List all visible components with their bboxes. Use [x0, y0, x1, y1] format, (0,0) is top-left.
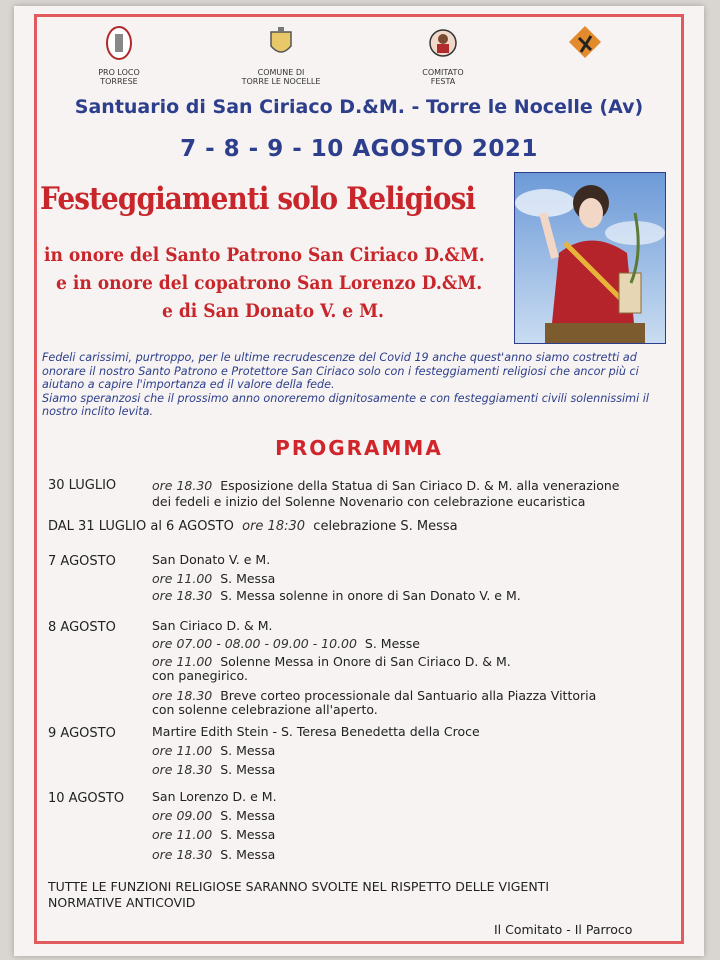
schedule-row — [152, 743, 275, 758]
intro-paragraph-2: Siamo speranzosi che il prossimo anno onoreremo dignitosamente e con festeggiamenti civili solennissimi il nostro inclito levita. — [42, 391, 649, 418]
day-date: 9 AGOSTO — [48, 726, 116, 741]
main-title: Festeggiamenti solo Religiosi — [40, 181, 476, 217]
time: ore 18.30 — [152, 762, 213, 777]
event-text: S. Messa — [220, 847, 276, 862]
schedule-row — [152, 478, 620, 493]
logo-text: COMUNE DI — [257, 68, 305, 77]
programma-heading: PROGRAMMA — [275, 436, 443, 460]
saint-name: Martire Edith Stein - S. Teresa Benedetta della Croce — [152, 724, 480, 739]
logo-comune — [226, 26, 336, 86]
footer-line: TUTTE LE FUNZIONI RELIGIOSE SARANNO SVOLTE NEL RISPETTO DELLE VIGENTI — [48, 879, 550, 894]
sanctuary-header: Santuario di San Ciriaco D.&M. - Torre le Nocelle (Av) — [74, 96, 644, 118]
logo-text: FESTA — [430, 77, 456, 86]
event-text: dei fedeli e inizio del Solenne Novenario con celebrazione eucaristica — [152, 494, 586, 509]
event-text: S. Messa — [220, 743, 276, 758]
time: ore 11.00 — [152, 654, 213, 669]
event-text: Breve corteo processionale dal Santuario alla Piazza Vittoria — [220, 688, 597, 703]
event-text: Solenne Messa in Onore di San Ciriaco D. & M. — [220, 654, 511, 669]
poster — [14, 6, 704, 956]
event-text: S. Messe — [364, 636, 420, 651]
time: ore 18.30 — [152, 478, 213, 493]
saint-statue-photo — [514, 172, 666, 344]
event-text: celebrazione S. Messa — [313, 519, 458, 534]
statue-illustration — [515, 173, 665, 343]
subtitle-line-3: e di San Donato V. e M. — [162, 300, 384, 322]
event-dates: 7 - 8 - 9 - 10 AGOSTO 2021 — [180, 136, 538, 162]
day-date: 10 AGOSTO — [48, 791, 125, 806]
footer-notice — [48, 879, 668, 911]
saint-name: San Ciriaco D. & M. — [152, 618, 273, 633]
time: ore 09.00 — [152, 808, 213, 823]
day-date: 30 LUGLIO — [48, 478, 117, 493]
event-text: S. Messa — [220, 808, 276, 823]
schedule-row — [152, 762, 275, 777]
subtitle-line-2: e in onore del copatrono San Lorenzo D.&M. — [56, 272, 483, 294]
logo-comitato — [388, 26, 498, 86]
intro-paragraph-1: Fedeli carissimi, purtroppo, per le ultime recrudescenze del Covid 19 anche quest'anno siamo costretti ad onorare il nostro Santo Patrono e Protettore San Ciriaco solo con i festeggiamenti religiosi che ancor più ci aiutano a capire l'importanza ed il valore della fede. — [42, 351, 639, 391]
intro-text — [42, 351, 682, 419]
logo-text: PRO LOCO — [98, 68, 140, 77]
saint-name: San Donato V. e M. — [152, 552, 271, 567]
time: ore 18:30 — [242, 519, 306, 534]
schedule-row — [152, 827, 275, 842]
saint-name: San Lorenzo D. e M. — [152, 789, 277, 804]
day-date: 8 AGOSTO — [48, 620, 116, 635]
event-text: con panegirico. — [152, 668, 248, 683]
event-text: S. Messa — [220, 762, 276, 777]
schedule-row — [152, 588, 521, 603]
event-text: S. Messa solenne in onore di San Donato V. e M. — [220, 588, 521, 603]
event-text: S. Messa — [220, 827, 276, 842]
time: ore 18.30 — [152, 588, 213, 603]
event-text: con solenne celebrazione all'aperto. — [152, 702, 378, 717]
logo-text: TORRESE — [100, 77, 138, 86]
schedule-row — [152, 688, 596, 703]
logo-group — [530, 24, 640, 76]
time: ore 11.00 — [152, 827, 213, 842]
schedule-row — [152, 636, 420, 651]
time: ore 18.30 — [152, 688, 213, 703]
signature: Il Comitato - Il Parroco — [494, 922, 633, 937]
group-logo-icon — [565, 24, 605, 68]
schedule-row — [152, 808, 275, 823]
logo-pro-loco — [64, 26, 174, 86]
event-text: S. Messa — [220, 571, 276, 586]
event-text: Esposizione della Statua di San Ciriaco D. & M. alla venerazione — [220, 478, 620, 493]
day-date: 7 AGOSTO — [48, 554, 116, 569]
saint-medallion-icon — [429, 26, 457, 60]
tower-icon — [105, 26, 133, 60]
coat-of-arms-icon — [267, 26, 295, 60]
time: ore 07.00 - 08.00 - 09.00 - 10.00 — [152, 636, 357, 651]
schedule-row — [152, 654, 511, 669]
time: ore 11.00 — [152, 743, 213, 758]
schedule-row — [152, 847, 275, 862]
logo-text: TORRE LE NOCELLE — [241, 77, 321, 86]
schedule-row — [48, 519, 458, 534]
time: ore 11.00 — [152, 571, 213, 586]
day-date: DAL 31 LUGLIO al 6 AGOSTO — [48, 519, 234, 534]
logo-text: COMITATO — [422, 68, 464, 77]
schedule-row — [152, 571, 275, 586]
subtitle-line-1: in onore del Santo Patrono San Ciriaco D.&M. — [44, 244, 485, 266]
footer-line: NORMATIVE ANTICOVID — [48, 895, 196, 910]
time: ore 18.30 — [152, 847, 213, 862]
